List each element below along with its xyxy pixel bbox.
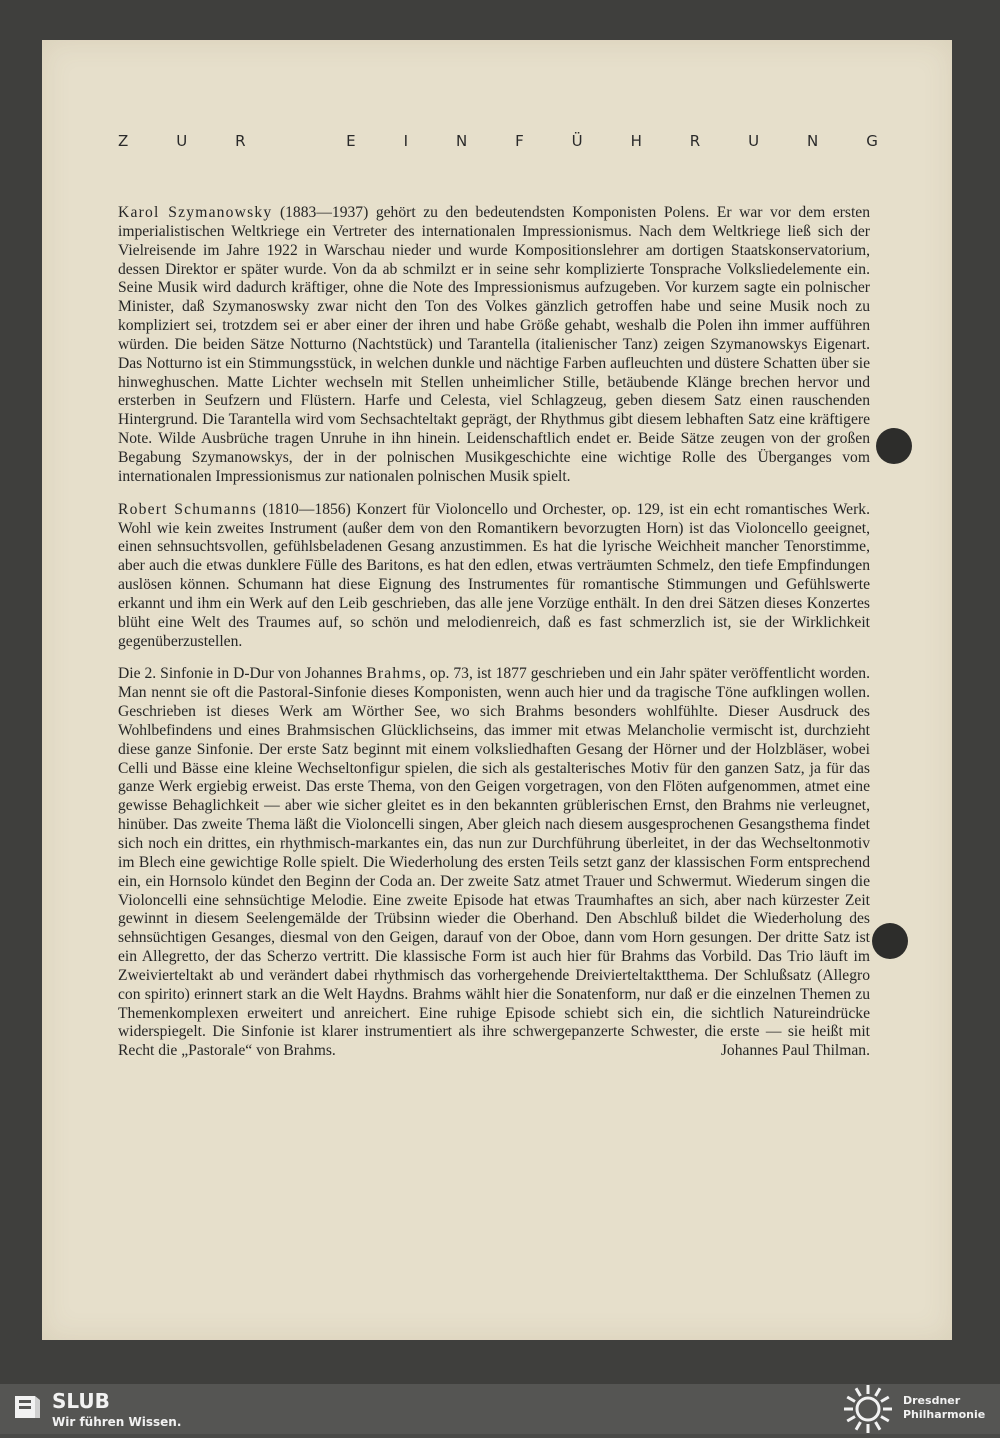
footer-bar bbox=[0, 1384, 1000, 1434]
heading-letter: G bbox=[866, 132, 878, 150]
philharmonie-name: Dresdner Philharmonie bbox=[903, 1394, 986, 1421]
paragraph-schumann bbox=[118, 501, 870, 652]
punch-hole bbox=[872, 923, 908, 959]
paragraph-brahms bbox=[118, 665, 870, 1061]
paragraph-intro: Die 2. Sinfonie in D-Dur von Johannes bbox=[118, 665, 367, 683]
paragraph-szymanowsky bbox=[118, 204, 870, 487]
heading-letter: N bbox=[807, 132, 819, 150]
philharmonie-logo-icon bbox=[842, 1384, 894, 1438]
page-heading bbox=[118, 132, 878, 150]
heading-letter: R bbox=[689, 132, 701, 150]
composer-name: Brahms bbox=[366, 665, 423, 683]
paragraph-text: , op. 73, ist 1877 geschrieben und ein Jahr später veröffentlicht worden. Man nennt sie oft die Pastoral-Sinfonie dieses Komponisten, wenn auch hier und da tragische Töne aufklingen wollen. Geschrieben ist dieses Werk am Wörther See, wo sich Brahms besonders wohlfühlte. Dieser Ausdruck des Wohlbefindens und eines Brahmsischen Glücklichseins, das immer mit etwas Melancholie vermischt ist, durchzieht diese ganze Sinfonie. Der erste Satz beginnt mit einem volksliedhaften Gesang der Hörner und der Holzbläser, wobei Celli und Bässe eine kleine Wechseltonfigur spielen, die sich als gestalterisches Motiv für den ganzen Satz, ja für das ganze Werk ergiebig erweist. Das erste Thema, von den Geigen vorgetragen, von den Flöten aufgenommen, atmet eine gewisse Behaglichkeit — aber wie sicher gleitet es in den bekannten grüblerischen Ernst, den Brahms nie verleugnet, hinüber. Das zweite Thema läßt die Violoncelli singen, Aber gleich nach diesem ausgesprochenen Gesangsthema findet sich noch ein drittes, ein rhythmisch-markantes ein, das nun zur Durchführung überleitet, in der das Wechseltonmotiv im Blech eine gewichtige Rolle spielt. Die Wiederholung des ersten Teils setzt ganz der klassischen Form entsprechend ein, ein Hornsolo kündet den Beginn der Coda an. Der zweite Satz atmet Trauer und Schwermut. Wiederum singen die Violoncelli eine sehnsüchtige Melodie. Eine zweite Episode hat etwas Traumhaftes an sich, aber nach kürzester Zeit gewinnt in diesem Seelengemälde der Trübsinn wieder die Oberhand. Den Abschluß bildet die Wiederholung des sehnsüchtigen Gesanges, diesmal von den Geigen, darauf von der Oboe, dann vom Horn gesungen. Der dritte Satz ist ein Allegretto, der das Scherzo vertritt. Die klassische Form ist auch hier für Brahms das Vorbild. Das Trio läuft im Zweivierteltakt ab und verändert dabei rhythmisch das vorhergehende Dreivierteltaktthema. Der Schlußsatz (Allegro con spirito) erinnert stark an die Welt Haydns. Brahms wählt hier die Sonatenform, nur daß er die einzelnen Themen zu Themenkomplexen erweitert und anreichert. Eine ruhige Episode schiebt sich ein, die sichtlich Natureindrücke widerspiegelt. Die Sinfonie ist klarer instrumentiert als ihre schwergepanzerte Schwester, die erste — sie heißt mit Recht die „Pastorale“ von Brahms. bbox=[118, 665, 870, 1060]
heading-letter: U bbox=[176, 132, 188, 150]
document-page bbox=[42, 40, 952, 1340]
heading-letter: Ü bbox=[571, 132, 583, 150]
heading-letter: F bbox=[515, 132, 524, 150]
heading-letter: E bbox=[346, 132, 356, 150]
paragraph-text: (1883—1937) gehört zu den bedeutendsten Komponisten Polens. Er war vor dem ersten imperialistischen Weltkriege ein Vertreter des internationalen Impressionismus. Nach dem Weltkriege ließ sich der Vielreisende im Jahre 1922 in Warschau nieder und wurde Kompositionslehrer am dortigen Staatskonservatorium, dessen Direktor er später wurde. Von da ab schmilzt er in seine sehr komplizierte Tonsprache Volksliedelemente ein. Seine Musik wird dadurch kräftiger, ohne die Note des Impressionismus aufzugeben. Vor kurzem sagte ein polnischer Minister, daß Szymanoswsky zwar nicht den Ton des Volkes gänzlich getroffen habe und seine Musik noch zu kompliziert sei, trotzdem sei er aber einer der ihren und habe Größe gehabt, weshalb die Polen ihn immer aufführen würden. Die beiden Sätze Notturno (Nachtstück) und Tarantella (italienischer Tanz) zeigen Szymanowskys Eigenart. Das Notturno ist ein Stimmungsstück, in welchen dunkle und nächtige Farben aufleuchten und düstere Schatten über sie hinweghuschen. Matte Lichter wechseln mit Stellen unheimlicher Stille, betäubende Klänge brechen hervor und ersterben in Seufzern und Flüstern. Harfe und Celesta, viel Schlagzeug, geben diesem Satz einen rauschenden Hintergrund. Die Tarantella wird vom Sechsachteltakt geprägt, der Rhythmus gibt diesem lebhaften Satz eine kräftigere Note. Wilde Ausbrüche tragen Unruhe in ihn hinein. Leidenschaftlich endet er. Beide Sätze zeugen von der großen Begabung Szymanowskys, der in der polnischen Musikgeschichte eine wichtige Rolle des Überganges vom internationalen Impressionismus zur nationalen polnischen Musik spielt. bbox=[118, 204, 870, 485]
heading-letter: N bbox=[455, 132, 468, 150]
heading-letter: U bbox=[748, 132, 760, 150]
punch-hole bbox=[876, 428, 912, 464]
composer-name: Karol Szymanowsky bbox=[118, 204, 273, 221]
heading-letter: H bbox=[630, 132, 642, 150]
heading-letter: Z bbox=[118, 132, 129, 150]
slub-tagline: Wir führen Wissen. bbox=[52, 1415, 182, 1429]
heading-space bbox=[293, 132, 298, 150]
paragraph-text: (1810—1856) Konzert für Violoncello und Orchester, op. 129, ist ein echt romantisches Werk. Wohl wie kein zweites Instrument (außer dem von den Romantikern bevorzugten Horn) ist das Violoncello geeignet, einen sehnsuchtsvollen, gefühlsbeladenen Gesang anzustimmen. Es hat die lyrische Weichheit mancher Tenorstimme, aber auch die etwas dunklere Fülle des Baritons, es hat den edlen, etwas verträumten Schmelz, den tiefe Empfindungen auslösen können. Schumann hat diese Eignung des Instrumentes für romantische Stimmungen und Gefühlswerte erkannt und ihm ein Werk auf den Leib geschrieben, das alle jene Vorzüge enthält. In den drei Sätzen dieses Konzertes blüht eine Welt des Traumes auf, so schön und melodienreich, daß es fast schmerzlich ist, sie der Wirklichkeit gegenüberzustellen. bbox=[118, 500, 870, 650]
author-signature: Johannes Paul Thilman. bbox=[720, 1042, 870, 1060]
heading-letter: R bbox=[235, 132, 246, 150]
slub-logo-icon bbox=[12, 1392, 42, 1426]
composer-name: Robert Schumanns bbox=[118, 500, 257, 518]
heading-letter: I bbox=[403, 132, 409, 150]
slub-name: SLUB bbox=[52, 1389, 110, 1413]
article-body bbox=[118, 204, 870, 1075]
